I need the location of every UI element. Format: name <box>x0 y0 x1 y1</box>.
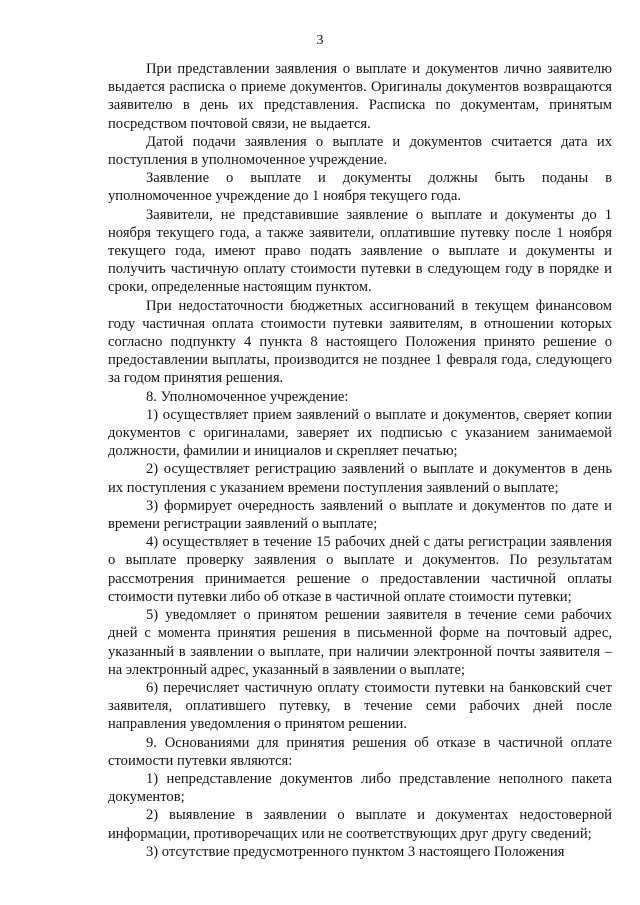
paragraph-insufficient-funds: При недостаточности бюджетных ассигнований в текущем финансовом году частичная оплата стоимости путевки заявителям, в отношении которых согласно подпункту 4 пункта 8 настоящего Положения принято решение о предоставлении выплаты, производится не позднее 1 февраля года, следующего за годом принятия решения. <box>108 297 612 387</box>
paragraph-deadline: Заявление о выплате и документы должны быть поданы в уполномоченное учреждение до 1 ноября текущего года. <box>108 170 612 205</box>
section-9-item-1: 1) непредставление документов либо представление неполного пакета документов; <box>108 770 612 806</box>
section-8-item-4: 4) осуществляет в течение 15 рабочих дней с даты регистрации заявления о выплате проверку заявления о выплате и документов. По результатам рассмотрения принимается решение о предоставлении частичной оплаты стоимости путевки либо об отказе в частичной оплате стоимости путевки; <box>108 534 612 605</box>
section-8-item-2: 2) осуществляет регистрацию заявлений о выплате и документов в день их поступления с указанием времени поступления заявлений о выплате; <box>108 461 612 496</box>
document-body <box>108 60 612 861</box>
page-number: 3 <box>316 33 324 48</box>
section-8-item-5: 5) уведомляет о принятом решении заявителя в течение семи рабочих дней с момента принятия решения в письменной форме на почтовый адрес, указанный в заявлении о выплате, при наличии электронной почты заявителя – на электронный адрес, указанный в заявлении о выплате; <box>108 607 612 678</box>
paragraph-late-applicants: Заявители, не представившие заявление о выплате и документы до 1 ноября текущего года, а также заявители, оплатившие путевку после 1 ноября текущего года, имеют право подать заявление о выплате и документы и получить частичную оплату стоимости путевки в следующем году в порядке и сроки, определенные настоящим пунктом. <box>108 206 612 296</box>
section-8-heading: 8. Уполномоченное учреждение: <box>146 388 349 405</box>
section-8-item-6: 6) перечисляет частичную оплату стоимости путевки на банковский счет заявителя, оплатившего путевку, в течение семи рабочих дней после направления уведомления о принятом решении. <box>108 679 612 733</box>
section-9-item-2: 2) выявление в заявлении о выплате и документах недостоверной информации, противоречащих или не соответствующих друг другу сведений; <box>108 807 612 842</box>
section-8-item-1: 1) осуществляет прием заявлений о выплате и документов, сверяет копии документов с оригиналами, заверяет их подписью с указанием занимаемой должности, фамилии и инициалов и скрепляет печатью; <box>108 406 612 460</box>
paragraph-receipt: При представлении заявления о выплате и документов лично заявителю выдается расписка о приеме документов. Оригиналы документов возвращаются заявителю в день их представления. Расписка по документам, принятым посредством почтовой связи, не выдается. <box>108 61 612 132</box>
section-8-item-3: 3) формирует очередность заявлений о выплате и документов по дате и времени регистрации заявлений о выплате; <box>108 497 612 533</box>
section-9-heading: 9. Основаниями для принятия решения об отказе в частичной оплате стоимости путевки являются: <box>108 734 612 769</box>
paragraph-submission-date: Датой подачи заявления о выплате и документов считается дата их поступления в уполномоченное учреждение. <box>108 133 612 169</box>
section-9-item-3: 3) отсутствие предусмотренного пунктом 3 настоящего Положения <box>146 843 565 860</box>
